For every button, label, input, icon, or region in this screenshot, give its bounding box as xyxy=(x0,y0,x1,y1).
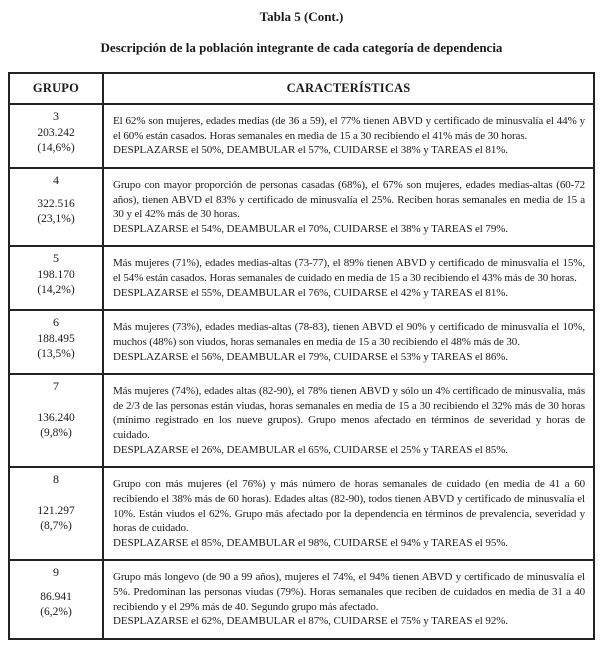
table-row-group-6 xyxy=(9,310,594,374)
group-cell xyxy=(9,246,103,310)
group-population: 136.240 xyxy=(37,411,75,424)
table-row-group-4 xyxy=(9,168,594,247)
dependency-categories-table xyxy=(8,72,595,640)
group-percent: (8,7%) xyxy=(40,519,72,532)
group-number: 6 xyxy=(53,315,59,330)
group-cell xyxy=(9,374,103,467)
table-row-group-3 xyxy=(9,104,594,168)
group-figures xyxy=(10,589,102,619)
characteristics-summary: DESPLAZARSE el 54%, DEAMBULAR el 70%, CUIDARSE el 38% y TAREAS el 79%. xyxy=(113,222,508,235)
characteristics-cell xyxy=(103,246,594,310)
characteristics-summary: DESPLAZARSE el 62%, DEAMBULAR el 87%, CUIDARSE el 75% y TAREAS el 92%. xyxy=(113,615,508,628)
table-row-group-5 xyxy=(9,246,594,310)
group-percent: (9,8%) xyxy=(40,426,72,439)
group-percent: (13,5%) xyxy=(37,348,75,361)
characteristics-cell xyxy=(103,467,594,560)
group-population: 203.242 xyxy=(37,126,75,139)
group-figures xyxy=(10,126,102,156)
group-population: 198.170 xyxy=(37,269,75,282)
group-figures xyxy=(10,332,102,362)
characteristics-summary: DESPLAZARSE el 50%, DEAMBULAR el 57%, CUIDARSE el 38% y TAREAS el 81%. xyxy=(113,144,508,157)
table-row-group-9 xyxy=(9,560,594,639)
group-cell xyxy=(9,310,103,374)
group-percent: (6,2%) xyxy=(40,605,72,618)
group-percent: (14,6%) xyxy=(37,141,75,154)
group-number: 4 xyxy=(53,172,59,187)
group-number: 5 xyxy=(53,251,59,266)
characteristics-text: Grupo con mayor proporción de personas casadas (68%), el 67% son mujeres, edades medias-altas (60-72 años), tienen ABVD el 83% y certificado de minusvalía el 25%. Reciben horas semanales en media de 15 a 30 y el 42% más de 30 horas. xyxy=(113,178,585,221)
group-population: 86.941 xyxy=(40,590,72,603)
group-cell xyxy=(9,467,103,560)
characteristics-summary: DESPLAZARSE el 55%, DEAMBULAR el 76%, CUIDARSE el 42% y TAREAS el 81%. xyxy=(113,286,508,299)
characteristics-cell xyxy=(103,104,594,168)
group-cell xyxy=(9,104,103,168)
characteristics-summary: DESPLAZARSE el 26%, DEAMBULAR el 65%, CUIDARSE el 25% y TAREAS el 85%. xyxy=(113,443,508,456)
header-caracteristicas: CARACTERÍSTICAS xyxy=(103,73,594,104)
characteristics-text: El 62% son mujeres, edades medias (de 36 a 59), el 77% tienen ABVD y certificado de minusvalía el 44% y el 60% están casados. Horas semanales en media de 15 a 30 recibiendo el 41% más de 30 horas. xyxy=(113,115,585,142)
group-cell xyxy=(9,168,103,247)
characteristics-text: Más mujeres (71%), edades medias-altas (73-77), el 89% tienen ABVD y certificado de minusvalía el 15%, el 54% están casados. Horas semanales de cuidado en media de 15 a 30 recibiendo el 43% más de 30 horas. xyxy=(113,257,585,284)
characteristics-text: Más mujeres (74%), edades altas (82-90), el 78% tienen ABVD y sólo un 4% certificado de minusvalía, más de 2/3 de las personas están viudas, horas semanales en media de 15 a 30 recibiendo el 32% más de 30 horas (mínimo registrado en los nueve grupos). Grupo menos afectado en términos de severidad y horas de cuidado. xyxy=(113,385,585,441)
group-number: 7 xyxy=(53,379,59,394)
characteristics-summary: DESPLAZARSE el 56%, DEAMBULAR el 79%, CUIDARSE el 53% y TAREAS el 86%. xyxy=(113,350,508,363)
table-row-group-7 xyxy=(9,374,594,467)
group-number: 3 xyxy=(53,109,59,123)
group-figures xyxy=(10,504,102,534)
header-row xyxy=(9,73,594,104)
characteristics-text: Más mujeres (73%), edades medias-altas (78-83), tienen ABVD el 90% y certificado de minusvalía el 10%, muchos (48%) son viudos, horas semanales en media de 15 a 30 recibiendo el 48% más de 30. xyxy=(113,321,585,348)
characteristics-summary: DESPLAZARSE el 85%, DEAMBULAR el 98%, CUIDARSE el 94% y TAREAS el 95%. xyxy=(113,536,508,549)
group-percent: (23,1%) xyxy=(37,213,75,226)
group-population: 121.297 xyxy=(37,504,75,517)
characteristics-cell xyxy=(103,560,594,639)
characteristics-cell xyxy=(103,310,594,374)
group-figures xyxy=(10,268,102,298)
characteristics-cell xyxy=(103,374,594,467)
group-figures xyxy=(10,197,102,227)
table-title: Tabla 5 (Cont.) xyxy=(259,9,344,24)
group-number: 8 xyxy=(53,472,59,487)
header-grupo: GRUPO xyxy=(9,73,103,104)
table-subtitle: Descripción de la población integrante de cada categoría de dependencia xyxy=(100,40,503,55)
characteristics-text: Grupo con más mujeres (el 76%) y más número de horas semanales de cuidado (en media de 41 a 60 recibiendo el 38% más de 60 horas). Edades altas (82-90), todos tienen ABVD y certificado de minusvalía el 10%. Están viudos el 62%. Grupo más afectado por la dependencia en términos de prevalencia, severidad y horas de cuidado. xyxy=(113,478,585,535)
group-cell xyxy=(9,560,103,639)
characteristics-cell xyxy=(103,168,594,247)
group-percent: (14,2%) xyxy=(37,284,75,297)
group-population: 322.516 xyxy=(37,197,75,210)
table-row-group-8 xyxy=(9,467,594,560)
characteristics-text: Grupo más longevo (de 90 a 99 años), mujeres el 74%, el 94% tienen ABVD y certificado de minusvalía el 5%. Predominan las personas viudas (79%). Horas semanales que reciben de cuidados en media de 31 a 40 recibiendo y el 29% más de 40. Segundo grupo más afectado. xyxy=(113,571,585,613)
group-figures xyxy=(10,411,102,441)
group-population: 188.495 xyxy=(37,333,75,346)
group-number: 9 xyxy=(53,565,59,580)
